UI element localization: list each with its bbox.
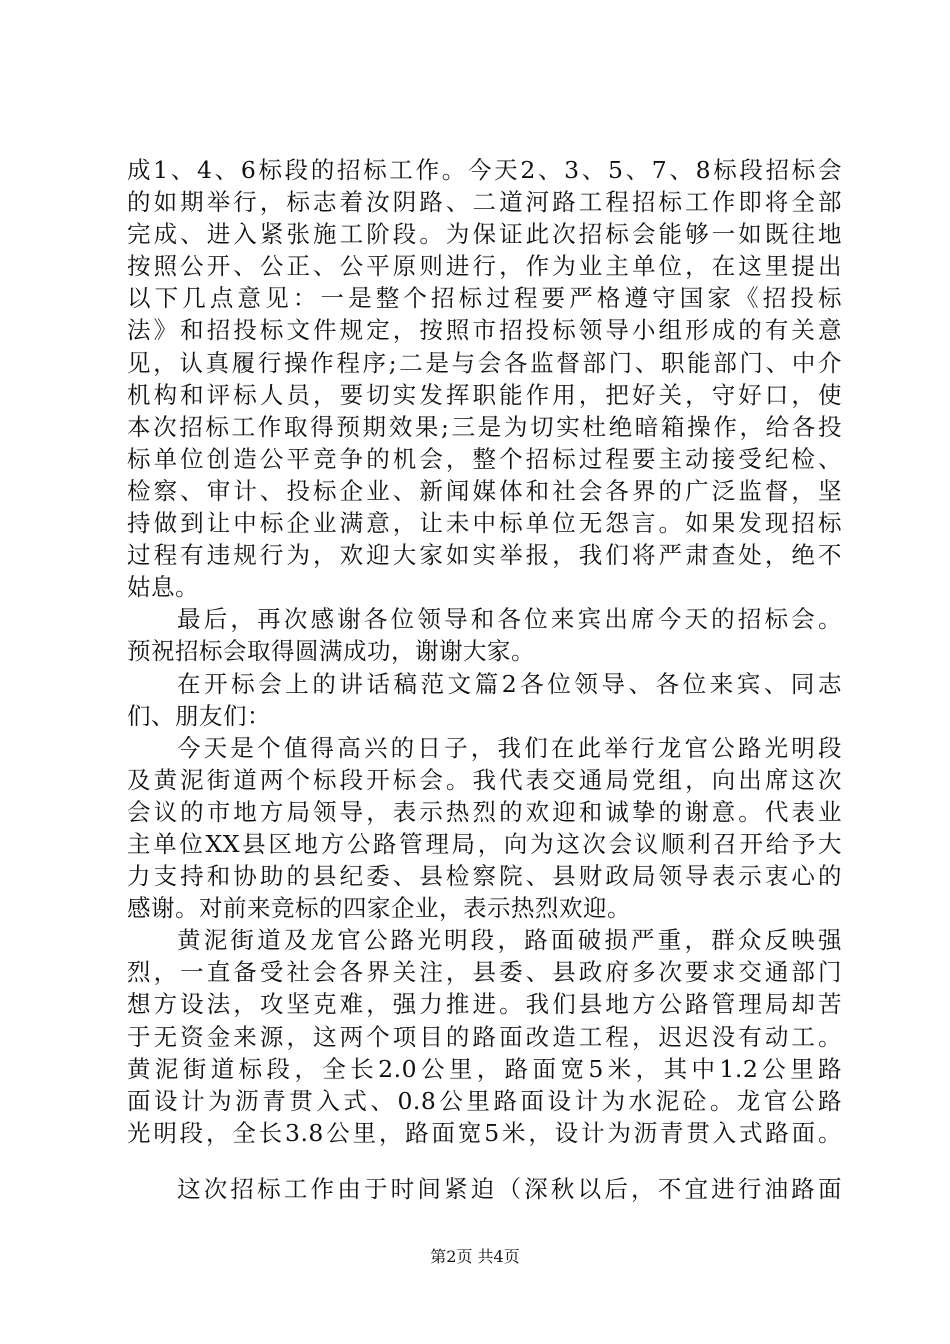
text-line: 检察、审计、投标企业、新闻媒体和社会各界的广泛监督，坚 bbox=[127, 476, 842, 505]
text-line: 按照公开、公正、公平原则进行，作为业主单位，在这里提出 bbox=[127, 252, 842, 281]
text-line: 见，认真履行操作程序;二是与会各监督部门、职能部门、中介 bbox=[127, 348, 842, 377]
text-line: 感谢。对前来竞标的四家企业，表示热烈欢迎。 bbox=[127, 894, 631, 923]
paragraph bbox=[127, 924, 842, 1149]
text-line: 光明段，全长3.8公里，路面宽5米，设计为沥青贯入式路面。 bbox=[127, 1118, 842, 1147]
text-line: 姑息。 bbox=[127, 573, 199, 602]
paragraph bbox=[127, 668, 842, 732]
section-heading-line: 在开标会上的讲话稿范文篇2各位领导、各位来宾、同志 bbox=[177, 669, 842, 698]
text-line: 面设计为沥青贯入式、0.8公里路面设计为水泥砼。龙官公路 bbox=[127, 1086, 842, 1115]
text-line: 想方设法，攻坚克难，强力推进。我们县地方公路管理局却苦 bbox=[127, 990, 842, 1019]
text-line: 以下几点意见：一是整个招标过程要严格遵守国家《招投标 bbox=[127, 284, 842, 313]
text-line: 黄泥街道及龙官公路光明段，路面破损严重，群众反映强 bbox=[177, 926, 842, 955]
paragraph-gap bbox=[127, 1149, 842, 1173]
text-line: 会议的市地方局领导，表示热烈的欢迎和诚挚的谢意。代表业 bbox=[127, 797, 842, 826]
text-line: 机构和评标人员，要切实发挥职能作用，把好关，守好口，使 bbox=[127, 380, 842, 409]
text-line: 本次招标工作取得预期效果;三是为切实杜绝暗箱操作，给各投 bbox=[127, 412, 842, 441]
text-line: 力支持和协助的县纪委、县检察院、县财政局领导表示衷心的 bbox=[127, 862, 842, 891]
text-line: 成1、4、6标段的招标工作。今天2、3、5、7、8标段招标会 bbox=[127, 156, 842, 184]
document-body bbox=[127, 154, 842, 1205]
paragraph bbox=[127, 732, 842, 925]
text-line: 们、朋友们： bbox=[127, 701, 271, 730]
text-line: 黄泥街道标段，全长2.0公里，路面宽5米，其中1.2公里路 bbox=[127, 1054, 842, 1083]
paragraph bbox=[127, 1173, 842, 1205]
text-line: 过程有违规行为，欢迎大家如实举报，我们将严肃查处，绝不 bbox=[127, 541, 842, 570]
text-line: 这次招标工作由于时间紧迫（深秋以后，不宜进行油路面 bbox=[177, 1174, 842, 1203]
paragraph bbox=[127, 603, 842, 667]
paragraph bbox=[127, 154, 842, 603]
text-line: 及黄泥街道两个标段开标会。我代表交通局党组，向出席这次 bbox=[127, 765, 842, 794]
page-number-label: 第2页 共4页 bbox=[430, 1247, 520, 1266]
text-line: 标单位创造公平竞争的机会，整个招标过程要主动接受纪检、 bbox=[127, 444, 842, 473]
page-footer bbox=[0, 1244, 950, 1267]
text-line: 于无资金来源，这两个项目的路面改造工程，迟迟没有动工。 bbox=[127, 1022, 842, 1051]
text-line: 持做到让中标企业满意，让未中标单位无怨言。如果发现招标 bbox=[127, 509, 842, 538]
text-line: 主单位XX县区地方公路管理局，向为这次会议顺利召开给予大 bbox=[127, 829, 842, 858]
text-line: 完成、进入紧张施工阶段。为保证此次招标会能够一如既往地 bbox=[127, 220, 842, 249]
text-line: 最后，再次感谢各位领导和各位来宾出席今天的招标会。 bbox=[177, 605, 842, 634]
text-line: 预祝招标会取得圆满成功，谢谢大家。 bbox=[127, 637, 535, 666]
text-line: 烈，一直备受社会各界关注，县委、县政府多次要求交通部门 bbox=[127, 958, 842, 987]
text-line: 法》和招投标文件规定，按照市招投标领导小组形成的有关意 bbox=[127, 316, 842, 345]
text-line: 的如期举行，标志着汝阴路、二道河路工程招标工作即将全部 bbox=[127, 188, 842, 217]
text-line: 今天是个值得高兴的日子，我们在此举行龙官公路光明段 bbox=[177, 733, 842, 762]
